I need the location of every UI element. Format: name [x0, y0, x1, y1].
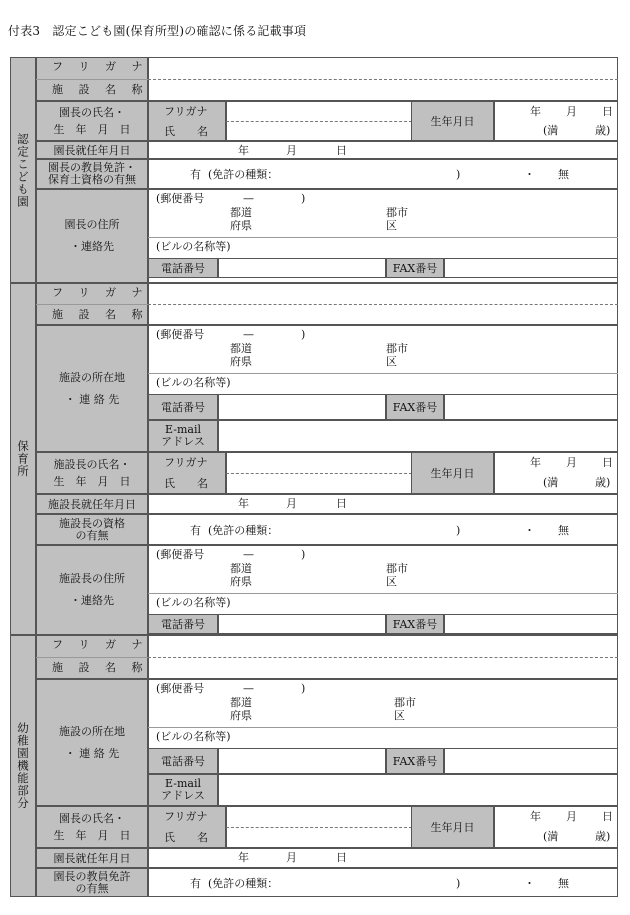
label-group	[36, 325, 148, 452]
divider	[36, 657, 148, 658]
label: 日	[336, 144, 347, 157]
label: )	[456, 168, 461, 181]
label: 電話番号	[161, 617, 205, 631]
furigana-label: フ リ ガ ナ	[52, 638, 149, 651]
label: ・連絡先	[70, 240, 114, 253]
email-input[interactable]	[218, 774, 618, 806]
divider	[226, 121, 412, 122]
label: ・	[524, 876, 535, 890]
label: (満	[543, 830, 559, 843]
label: ・ 連 絡 先	[64, 392, 120, 406]
label: 園長の住所	[64, 218, 120, 231]
label: 無	[558, 876, 569, 890]
director-appointed-input[interactable]	[148, 141, 618, 159]
label: 年	[238, 851, 249, 864]
label: 歳)	[595, 124, 611, 137]
fax-input[interactable]	[444, 614, 618, 634]
fax-input[interactable]	[444, 258, 618, 278]
furigana-label: フ リ ガ ナ	[52, 286, 149, 299]
label-group	[36, 679, 148, 806]
label-group	[36, 494, 148, 514]
label: 園長の氏名・	[59, 106, 125, 119]
label: 電話番号	[161, 754, 205, 768]
fax-input[interactable]	[444, 394, 618, 420]
label: —	[243, 548, 254, 561]
label: (満	[543, 476, 559, 489]
label: 日	[602, 105, 613, 118]
label: (ビルの名称等)	[156, 730, 231, 743]
label: (ビルの名称等)	[156, 376, 231, 389]
label: (ビルの名称等)	[156, 240, 231, 253]
label-group	[411, 806, 494, 848]
label: 府県	[230, 219, 252, 232]
label-group	[148, 748, 218, 774]
label: 園長の教員免許・	[48, 161, 136, 174]
label: (免許の種類：	[208, 876, 279, 890]
label: )	[456, 523, 461, 537]
label: 年	[530, 105, 541, 118]
label: )	[456, 876, 461, 890]
label: 月	[566, 456, 577, 469]
label: 生年月日	[430, 820, 475, 834]
label: 府県	[230, 709, 252, 722]
label: (郵便番号	[156, 548, 205, 561]
director-appointed-3-input[interactable]	[148, 848, 618, 868]
label: —	[243, 682, 254, 695]
label: 有	[190, 523, 201, 537]
label: FAX番号	[392, 754, 438, 768]
label-group	[148, 774, 218, 806]
tel-input[interactable]	[218, 748, 386, 774]
label-group	[36, 189, 148, 283]
label: 施設長の氏名・	[53, 458, 131, 471]
divider	[148, 79, 618, 80]
label: )	[301, 328, 306, 341]
label: )	[301, 682, 306, 695]
label: 施設長就任年月日	[48, 497, 136, 511]
label-group	[36, 514, 148, 545]
email-input[interactable]	[218, 420, 618, 452]
label: 施設の所在地	[59, 370, 125, 384]
label-group	[36, 545, 148, 635]
label: 月	[286, 851, 297, 864]
section-label-youchien: 幼稚園機能部分	[16, 722, 30, 810]
label-group	[36, 159, 148, 189]
label: の有無	[75, 528, 109, 542]
divider	[226, 827, 412, 828]
label: (郵便番号	[156, 682, 205, 695]
label-group	[148, 420, 218, 452]
tel-input[interactable]	[218, 258, 386, 278]
label: 日	[602, 810, 613, 823]
label: 年	[530, 456, 541, 469]
tel-input[interactable]	[218, 614, 386, 634]
label-group	[386, 394, 444, 420]
label: )	[301, 192, 306, 205]
label-group	[411, 101, 494, 141]
section-label-hoikusho: 保育所	[16, 440, 30, 478]
label: (満	[543, 124, 559, 137]
label-group	[36, 848, 148, 868]
label: 氏 名	[164, 831, 208, 844]
label-group	[386, 258, 444, 278]
label: 歳)	[595, 476, 611, 489]
label: 電話番号	[161, 261, 205, 275]
label-group	[148, 258, 218, 278]
label: 生年月日	[430, 466, 475, 480]
label: 施設長の資格	[59, 516, 125, 530]
facility-name-label: 施 設 名 称	[52, 661, 149, 674]
label: 園長の氏名・	[59, 812, 125, 825]
label-group	[36, 141, 148, 159]
label: 歳)	[595, 830, 611, 843]
label: 都道	[230, 562, 252, 575]
label: 無	[558, 523, 569, 537]
label-group	[386, 748, 444, 774]
divider	[148, 373, 618, 374]
label: —	[243, 328, 254, 341]
label: (免許の種類：	[208, 523, 279, 537]
label: 生 年 月 日	[53, 475, 131, 488]
label-group	[36, 868, 148, 897]
label: 施設長の住所	[59, 572, 125, 585]
label: アドレス	[161, 435, 205, 448]
label: 園長就任年月日	[53, 851, 131, 865]
facility-name-label: 施 設 名 称	[52, 83, 149, 96]
fac-head-appointed-input[interactable]	[148, 494, 618, 514]
label: 都道	[230, 342, 252, 355]
label: 月	[286, 497, 297, 510]
label: 区	[394, 709, 405, 722]
label: —	[243, 192, 254, 205]
label: 生 年 月 日	[53, 829, 131, 842]
label: 郡市	[386, 206, 408, 219]
label: フリガナ	[164, 456, 208, 469]
label: (免許の種類：	[208, 168, 279, 181]
label: 月	[566, 810, 577, 823]
label: (郵便番号	[156, 192, 205, 205]
label-group	[36, 806, 148, 848]
label: 電話番号	[161, 400, 205, 414]
label: 年	[238, 144, 249, 157]
label: 都道	[230, 696, 252, 709]
section-label-kodomoen: 認定こども園	[16, 132, 30, 208]
label: 保育士資格の有無	[48, 173, 136, 186]
label: アドレス	[161, 789, 205, 802]
label: 無	[558, 168, 569, 181]
label: 区	[386, 575, 397, 588]
label: 郡市	[386, 342, 408, 355]
divider	[36, 304, 148, 305]
label: 日	[336, 497, 347, 510]
label: ・	[524, 168, 535, 181]
label: 氏 名	[164, 477, 208, 490]
label: )	[301, 548, 306, 561]
divider	[36, 79, 148, 80]
label: の有無	[75, 881, 109, 895]
facility-name-label: 施 設 名 称	[52, 308, 149, 321]
label: 生 年 月 日	[53, 123, 131, 136]
label: 郡市	[394, 696, 416, 709]
label: E-mail	[165, 423, 201, 436]
label: 区	[386, 219, 397, 232]
tel-input[interactable]	[218, 394, 386, 420]
divider	[148, 593, 618, 594]
label: 日	[336, 851, 347, 864]
label: FAX番号	[392, 261, 438, 275]
label: 郡市	[386, 562, 408, 575]
label-group	[36, 101, 148, 141]
label-group	[148, 614, 218, 634]
divider	[148, 657, 618, 658]
label: ・	[524, 523, 535, 537]
label: フリガナ	[164, 105, 208, 118]
divider	[148, 237, 618, 238]
label: 府県	[230, 575, 252, 588]
label-group	[148, 394, 218, 420]
label: 年	[238, 497, 249, 510]
label-group	[411, 452, 494, 494]
label: 都道	[230, 206, 252, 219]
label: FAX番号	[392, 617, 438, 631]
label: ・連絡先	[70, 594, 114, 607]
label: E-mail	[165, 777, 201, 790]
label: 園長の教員免許	[53, 869, 131, 883]
label: 施設の所在地	[59, 724, 125, 738]
label: 有	[190, 876, 201, 890]
label: 月	[286, 144, 297, 157]
label: 区	[386, 355, 397, 368]
label: (郵便番号	[156, 328, 205, 341]
label-group	[386, 614, 444, 634]
label: 月	[566, 105, 577, 118]
divider	[148, 727, 618, 728]
divider	[148, 304, 618, 305]
label: 有	[190, 168, 201, 181]
label: 生年月日	[430, 114, 475, 128]
divider	[226, 473, 412, 474]
label: 日	[602, 456, 613, 469]
label: フリガナ	[164, 810, 208, 823]
label: 年	[530, 810, 541, 823]
label: (ビルの名称等)	[156, 596, 231, 609]
furigana-label: フ リ ガ ナ	[52, 60, 149, 73]
label: 氏 名	[164, 125, 208, 138]
label-group	[36, 452, 148, 494]
label: FAX番号	[392, 400, 438, 414]
page-title: 付表3 認定こども園(保育所型)の確認に係る記載事項	[8, 24, 307, 38]
label: 園長就任年月日	[53, 143, 131, 157]
fax-input[interactable]	[444, 748, 618, 774]
label: ・ 連 絡 先	[64, 746, 120, 760]
label: 府県	[230, 355, 252, 368]
